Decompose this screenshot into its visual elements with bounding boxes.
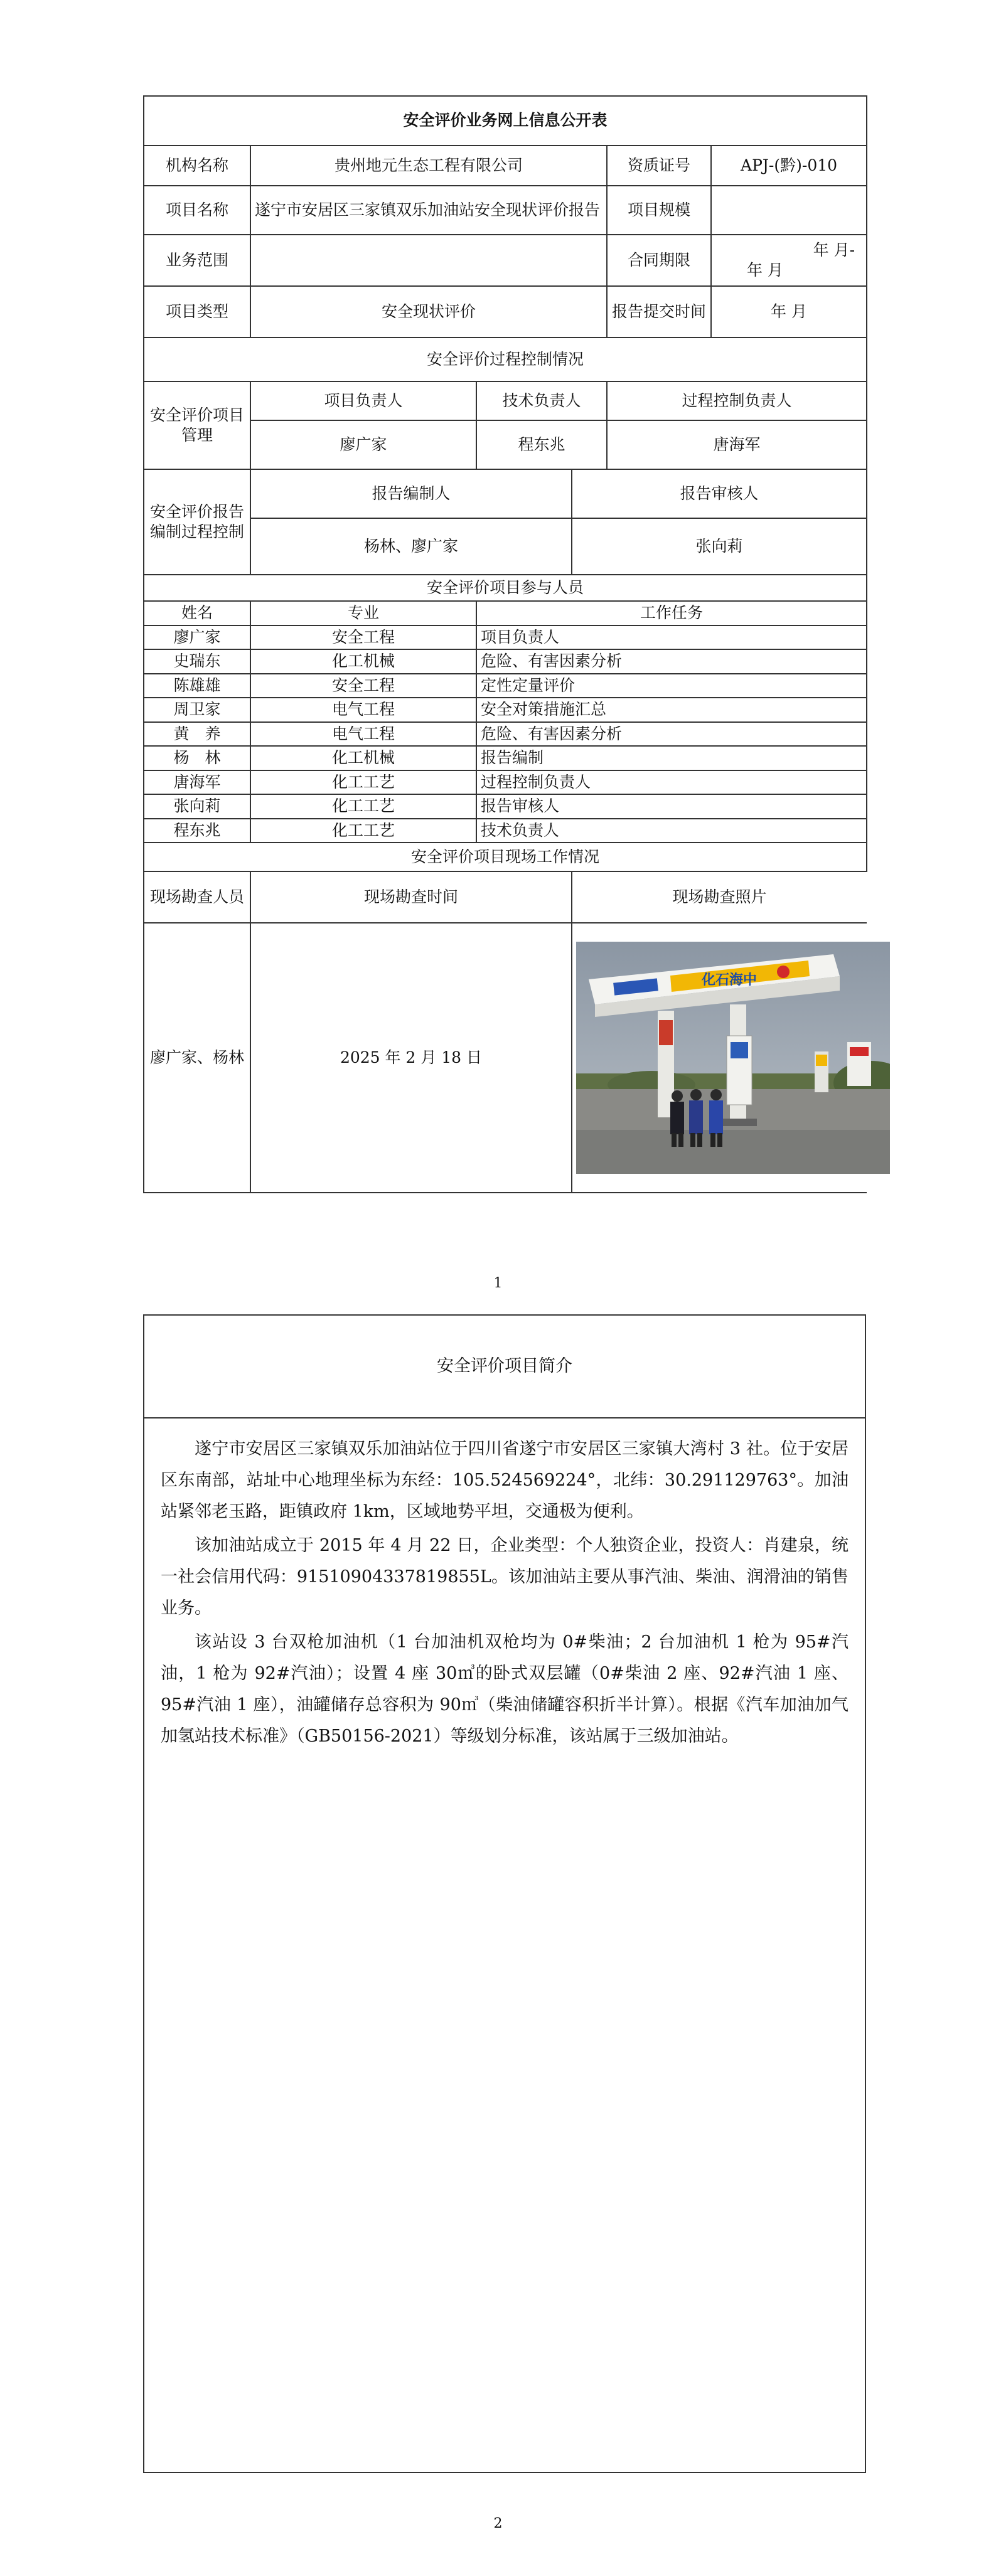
submit-value: 年 月 <box>711 286 867 338</box>
scope-value <box>250 235 607 286</box>
intro-title: 安全评价项目简介 <box>144 1316 865 1418</box>
participant-major: 化工机械 <box>250 746 476 770</box>
col-task-header: 工作任务 <box>476 601 867 625</box>
intro-paragraph: 该加油站成立于 2015 年 4 月 22 日，企业类型：个人独资企业，投资人：肖建泉，统一社会信用代码：91510904337819855L。该加油站主要从事汽油、柴油、润滑油的销售业务。 <box>161 1536 849 1618</box>
form-title: 安全评价业务网上信息公开表 <box>144 96 867 146</box>
info-disclosure-table <box>143 95 867 1193</box>
lead-label: 项目负责人 <box>250 381 476 420</box>
intro-body <box>144 1418 865 1752</box>
org-value: 贵州地元生态工程有限公司 <box>250 146 607 186</box>
participant-name: 陈雄雄 <box>144 674 250 698</box>
scale-label: 项目规模 <box>607 186 711 235</box>
lead-value: 廖广家 <box>250 420 476 469</box>
page-number: 1 <box>493 1275 503 1291</box>
gas-station-photo <box>576 942 890 1174</box>
participant-major: 安全工程 <box>250 674 476 698</box>
participant-name: 廖广家 <box>144 625 250 650</box>
participant-task: 危险、有害因素分析 <box>476 722 867 747</box>
participant-name: 唐海军 <box>144 770 250 795</box>
contract-label: 合同期限 <box>607 235 711 286</box>
project-value: 遂宁市安居区三家镇双乐加油站安全现状评价报告 <box>250 186 607 235</box>
participant-major: 电气工程 <box>250 698 476 722</box>
participant-major: 化工机械 <box>250 649 476 674</box>
participant-name: 周卫家 <box>144 698 250 722</box>
participant-major: 电气工程 <box>250 722 476 747</box>
page-2 <box>0 1294 996 2576</box>
tech-value: 程东兆 <box>476 420 607 469</box>
ctrl-value: 唐海军 <box>607 420 867 469</box>
scope-label: 业务范围 <box>144 235 250 286</box>
participant-major: 化工工艺 <box>250 794 476 819</box>
col-name-header: 姓名 <box>144 601 250 625</box>
intro-paragraph: 遂宁市安居区三家镇双乐加油站位于四川省遂宁市安居区三家镇大湾村 3 社。位于安居区东南部，站址中心地理坐标为东经：105.524569224°，北纬：30.291129763°。加油站紧邻老玉路，距镇政府 1km，区域地势平坦，交通极为便利。 <box>161 1439 849 1521</box>
participant-major: 化工工艺 <box>250 770 476 795</box>
participant-name: 杨 林 <box>144 746 250 770</box>
participant-name: 张向莉 <box>144 794 250 819</box>
contract-value <box>711 235 867 286</box>
participant-task: 项目负责人 <box>476 625 867 650</box>
scale-value <box>711 186 867 235</box>
site-time-label: 现场勘查时间 <box>250 871 572 923</box>
report-label: 安全评价报告编制过程控制 <box>144 469 250 575</box>
cert-label: 资质证号 <box>607 146 711 186</box>
page-number: 2 <box>493 2516 503 2531</box>
participant-major: 化工工艺 <box>250 819 476 843</box>
participant-row <box>144 819 867 843</box>
cert-value: APJ-(黔)-010 <box>711 146 867 186</box>
participant-task: 安全对策措施汇总 <box>476 698 867 722</box>
participant-task: 定性定量评价 <box>476 674 867 698</box>
participant-task: 过程控制负责人 <box>476 770 867 795</box>
participant-task: 报告编制 <box>476 746 867 770</box>
participant-row <box>144 770 867 795</box>
mgmt-label: 安全评价项目管理 <box>144 381 250 469</box>
col-major-header: 专业 <box>250 601 476 625</box>
intro-paragraph: 该站设 3 台双枪加油机（1 台加油机双枪均为 0#柴油；2 台加油机 1 枪为 95#汽油，1 枪为 92#汽油）；设置 4 座 30㎥的卧式双层罐（0#柴油 2 座、92#汽油 1 座、95#汽油 1 座），油罐储存总容积为 90㎥（柴油储罐容积折半计算）。根据《汽车加油加气加氢站技术标准》（GB50156-2021）等级划分标准，该站属于三级加油站。 <box>161 1632 849 1746</box>
writer-value: 杨林、廖广家 <box>250 518 572 575</box>
participant-major: 安全工程 <box>250 625 476 650</box>
participants-header: 安全评价项目参与人员 <box>144 575 867 601</box>
participant-row <box>144 674 867 698</box>
site-people-value: 廖广家、杨林 <box>144 923 250 1193</box>
intro-box <box>143 1314 866 2473</box>
participant-task: 报告审核人 <box>476 794 867 819</box>
canopy-sign-text: 化石海中 <box>702 972 758 988</box>
site-header: 安全评价项目现场工作情况 <box>144 843 867 871</box>
participant-row <box>144 746 867 770</box>
participant-name: 史瑞东 <box>144 649 250 674</box>
participant-task: 危险、有害因素分析 <box>476 649 867 674</box>
reviewer-value: 张向莉 <box>572 518 867 575</box>
submit-label: 报告提交时间 <box>607 286 711 338</box>
writer-label: 报告编制人 <box>250 469 572 518</box>
tech-label: 技术负责人 <box>476 381 607 420</box>
project-label: 项目名称 <box>144 186 250 235</box>
site-people-label: 现场勘查人员 <box>144 871 250 923</box>
participant-row <box>144 625 867 650</box>
process-header: 安全评价过程控制情况 <box>144 338 867 381</box>
participant-name: 黄 养 <box>144 722 250 747</box>
org-label: 机构名称 <box>144 146 250 186</box>
participant-task: 技术负责人 <box>476 819 867 843</box>
type-label: 项目类型 <box>144 286 250 338</box>
gas-station-photo-graphic <box>576 942 890 1174</box>
reviewer-label: 报告审核人 <box>572 469 867 518</box>
contract-value-line1: 年 月- <box>813 240 855 259</box>
site-photo-label: 现场勘查照片 <box>572 871 867 923</box>
participant-row <box>144 649 867 674</box>
site-time-value: 2025 年 2 月 18 日 <box>250 923 572 1193</box>
participant-name: 程东兆 <box>144 819 250 843</box>
participant-row <box>144 722 867 747</box>
ctrl-label: 过程控制负责人 <box>607 381 867 420</box>
participant-row <box>144 698 867 722</box>
site-photo-cell <box>572 923 867 1193</box>
type-value: 安全现状评价 <box>250 286 607 338</box>
contract-value-line2: 年 月 <box>747 261 783 279</box>
participant-row <box>144 794 867 819</box>
